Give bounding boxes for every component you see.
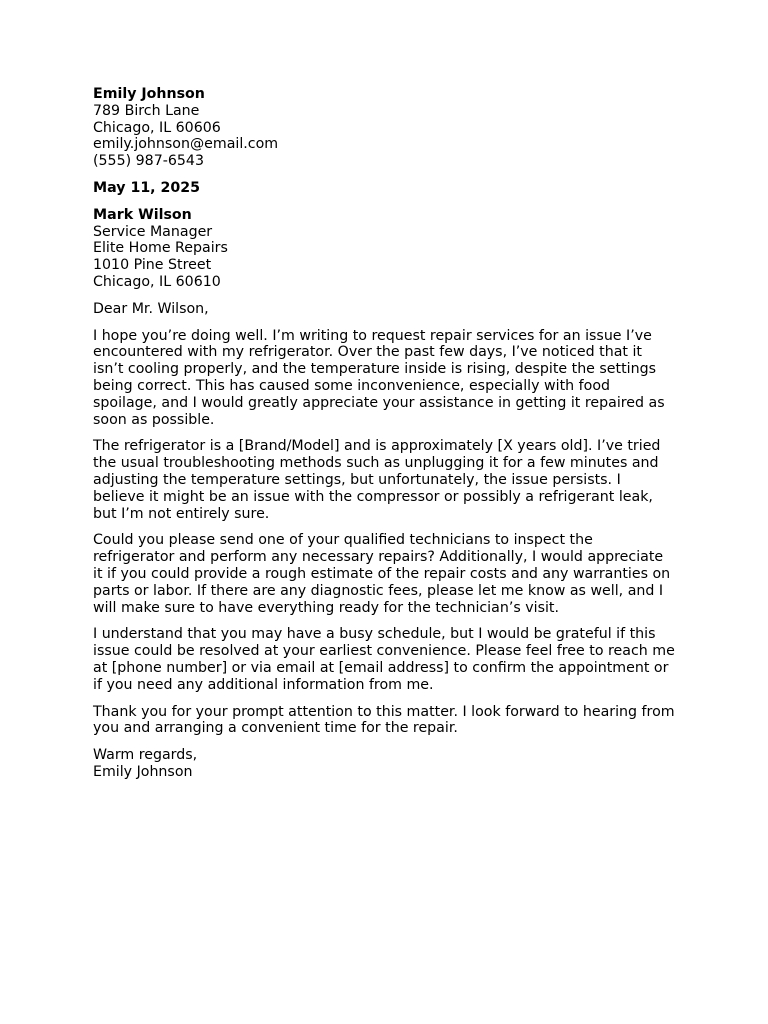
paragraph-line: parts or labor. If there are any diagnostic fees, please let me know as well, and I [93,582,664,599]
paragraph-line: Thank you for your prompt attention to this matter. I look forward to hearing from [93,703,675,720]
body-paragraph [93,328,693,429]
recipient-address-block [93,207,693,291]
paragraph-line: refrigerator and perform any necessary repairs? Additionally, I would appreciate [93,549,664,566]
paragraph-line: if you need any additional information from me. [93,676,434,693]
letter-page [93,86,693,781]
paragraph-line: spoilage, and I would greatly appreciate your assistance in getting it repaired as [93,394,665,411]
sender-city-state-zip: Chicago, IL 60606 [93,119,221,136]
paragraph-line: being correct. This has caused some inconvenience, especially with food [93,377,611,394]
paragraph-line: The refrigerator is a [Brand/Model] and is approximately [X years old]. I’ve tried [93,438,661,455]
body-paragraph [93,704,693,738]
recipient-company: Elite Home Repairs [93,240,228,257]
sender-phone: (555) 987-6543 [93,153,204,170]
paragraph-line: the usual troubleshooting methods such as unplugging it for a few minutes and [93,455,659,472]
sender-email: emily.johnson@email.com [93,136,279,153]
body-paragraph [93,532,693,616]
salutation [93,301,693,318]
recipient-title: Service Manager [93,223,213,240]
paragraph-line: you and arranging a convenient time for the repair. [93,720,458,737]
sender-address-block [93,86,693,170]
paragraph-line: believe it might be an issue with the compressor or possibly a refrigerant leak, [93,488,653,505]
paragraph-line: issue could be resolved at your earliest convenience. Please feel free to reach me [93,643,675,660]
sender-name: Emily Johnson [93,86,205,102]
paragraph-line: soon as possible. [93,411,215,428]
signature-name: Emily Johnson [93,763,193,780]
paragraph-line: I hope you’re doing well. I’m writing to request repair services for an issue I’ve [93,327,652,344]
paragraph-line: will make sure to have everything ready for the technician’s visit. [93,599,559,616]
paragraph-line: encountered with my refrigerator. Over the past few days, I’ve noticed that it [93,344,642,361]
paragraph-line: I understand that you may have a busy schedule, but I would be grateful if this [93,626,656,643]
paragraph-line: it if you could provide a rough estimate of the repair costs and any warranties on [93,565,671,582]
recipient-street: 1010 Pine Street [93,257,212,274]
paragraph-line: but I’m not entirely sure. [93,505,270,522]
closing-block [93,747,693,781]
body-paragraph [93,626,693,693]
letter-date: May 11, 2025 [93,179,201,196]
sender-street: 789 Birch Lane [93,102,200,119]
paragraph-line: adjusting the temperature settings, but unfortunately, the issue persists. I [93,471,621,488]
paragraph-line: Could you please send one of your qualified technicians to inspect the [93,532,593,549]
closing-text: Warm regards, [93,747,198,764]
letter-body [93,328,693,738]
salutation-text: Dear Mr. Wilson, [93,300,209,317]
paragraph-line: at [phone number] or via email at [email address] to confirm the appointment or [93,659,669,676]
recipient-name: Mark Wilson [93,206,192,223]
paragraph-line: isn’t cooling properly, and the temperature inside is rising, despite the settings [93,361,656,378]
body-paragraph [93,438,693,522]
date-block [93,180,693,197]
recipient-city-state-zip: Chicago, IL 60610 [93,273,221,290]
